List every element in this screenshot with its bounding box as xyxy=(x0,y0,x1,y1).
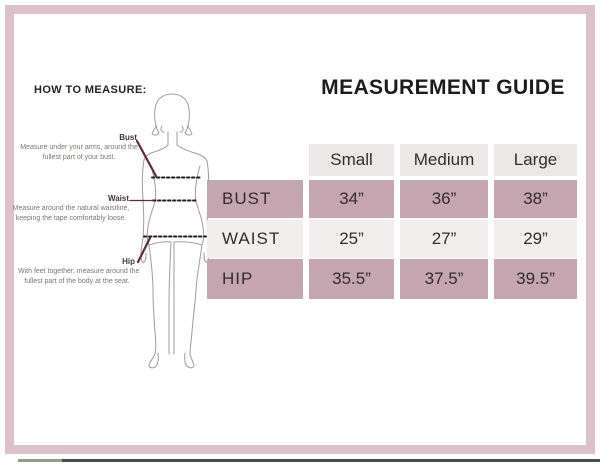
waist-large-value: 29” xyxy=(494,220,577,258)
size-table-corner-cell xyxy=(207,144,303,176)
bust-medium-value: 36” xyxy=(400,180,488,218)
waist-medium-value: 27” xyxy=(400,220,488,258)
row-label-hip: HIP xyxy=(207,259,303,299)
hip-description: With feet together, measure around the fullest part of the body at the seat. xyxy=(18,268,140,285)
table-row-waist xyxy=(207,220,571,258)
page-title: MEASUREMENT GUIDE xyxy=(321,76,565,99)
bust-annotation xyxy=(20,133,138,162)
row-label-bust: BUST xyxy=(207,180,303,218)
hip-small-value: 35.5” xyxy=(309,259,394,299)
hip-medium-value: 37.5” xyxy=(400,259,488,299)
table-row-hip xyxy=(207,259,571,299)
female-figure-diagram xyxy=(125,92,215,372)
waist-description: Measure around the natural waistline, keeping the tape comfortably loose. xyxy=(12,205,130,222)
figure-outline xyxy=(141,94,209,368)
bust-description: Measure under your arms, around the fullest part of your bust. xyxy=(20,144,138,161)
how-to-measure-heading: HOW TO MEASURE: xyxy=(34,84,147,96)
size-table xyxy=(207,144,571,299)
waist-label: Waist xyxy=(107,194,129,203)
column-header-small: Small xyxy=(309,144,394,176)
hip-label: Hip xyxy=(122,257,135,266)
column-header-medium: Medium xyxy=(400,144,488,176)
bust-label: Bust xyxy=(119,133,137,142)
waist-small-value: 25” xyxy=(309,220,394,258)
hip-large-value: 39.5” xyxy=(494,259,577,299)
waist-annotation xyxy=(12,194,130,223)
row-label-waist: WAIST xyxy=(207,220,303,258)
bottom-edge-line xyxy=(62,459,600,462)
column-header-large: Large xyxy=(494,144,577,176)
hip-pointer-line xyxy=(138,238,150,262)
bust-pointer-line xyxy=(137,141,156,176)
bust-large-value: 38” xyxy=(494,180,577,218)
bust-small-value: 34” xyxy=(309,180,394,218)
size-table-header-row xyxy=(207,144,571,176)
bottom-edge-line-light xyxy=(18,459,62,462)
hip-annotation xyxy=(18,257,140,286)
table-row-bust xyxy=(207,180,571,218)
